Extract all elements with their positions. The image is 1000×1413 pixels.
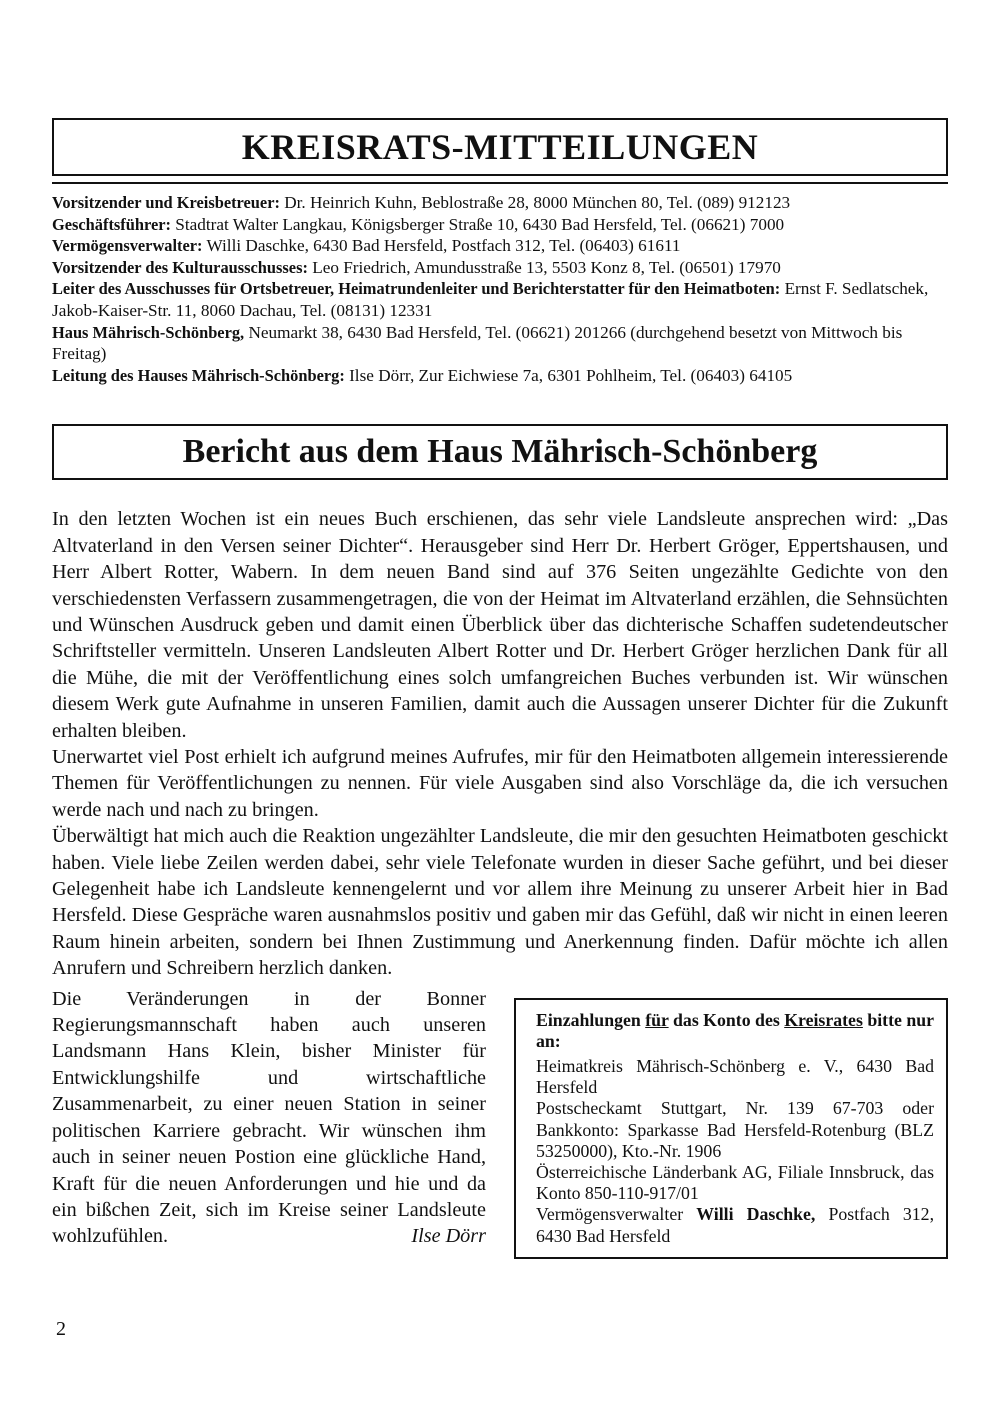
lower-section [52,986,948,1250]
page [52,118,948,1250]
contact-list [52,192,948,386]
box-heading: Einzahlungen für das Konto des Kreisrates bitte nur an: [536,1009,934,1051]
contact-entry: Geschäftsführer: Stadtrat Walter Langkau, Königsberger Straße 10, 6430 Bad Hersfeld, Tel. (06621) 7000 [52,214,785,234]
page-number: 2 [56,1318,66,1340]
contact-entry: Vorsitzender und Kreisbetreuer: Dr. Heinrich Kuhn, Beblostraße 28, 8000 München 80, Tel. (089) 912123 [52,193,791,212]
contact-entry: Haus Mährisch-Schönberg, Neumarkt 38, 6430 Bad Hersfeld, Tel. (06621) 201266 (durchgehend besetzt von Mittwoch bis Freitag) [52,322,903,364]
article-body [52,506,948,981]
paragraph: Unerwartet viel Post erhielt ich aufgrund meines Aufrufes, mir für den Heimatboten allgemein interessierende Themen für Veröffentlichungen zu nennen. Für viele Ausgaben sind also Vorschläge da, die ich versuchen werde nach und nach zu bringen. [52,746,948,821]
box-line: Heimatkreis Mährisch-Schönberg e. V., 6430 Bad Hersfeld [536,1056,934,1098]
account-info-box [514,998,948,1259]
box-line: Österreichische Länderbank AG, Filiale Innsbruck, das Konto 850-110-917/01 [536,1162,934,1204]
contact-entry: Leiter des Ausschusses für Ortsbetreuer, Heimatrundenleiter und Berichterstatter für den Heimatboten: Ernst F. Sedlatschek, Jakob-Kaiser-Str. 11, 8060 Dachau, Tel. (08131) 12331 [52,279,929,320]
section-title: KREISRATS-MITTEILUNGEN [241,127,759,167]
article-title-box [52,424,948,480]
contact-entry: Vermögensverwalter: Willi Daschke, 6430 Bad Hersfeld, Postfach 312, Tel. (06403) 61611 [52,236,681,256]
signature: Ilse Dörr [411,1225,486,1248]
contact-entry: Leitung des Hauses Mährisch-Schönberg: Ilse Dörr, Zur Eichwiese 7a, 6301 Pohlheim, Tel. (06403) 64105 [52,365,793,385]
paragraph: Die Veränderungen in der Bonner Regierungsmannschaft haben auch unseren Landsmann Hans Klein, bisher Minister für Entwicklungshilfe und wirtschaftliche Zusammenarbeit, zu einer neuen Station in seiner politischen Karriere gebracht. Wir wünschen ihm auch in seiner neuen Postion eine glückliche Hand, Kraft für die neuen Anforderungen und hie und da ein bißchen Zeit, sich im Kreise seiner Landsleute wohlzufühlen. Ilse Dörr [52,986,486,1250]
divider [52,182,948,184]
left-column [52,986,486,1250]
paragraph: In den letzten Wochen ist ein neues Buch erschienen, das sehr viele Landsleute ansprechen wird: „Das Altvaterland in den Versen seiner Dichter“. Herausgeber sind Herr Dr. Herbert Gröger, Eppertshausen, und Herr Albert Rotter, Wabern. In dem neuen Band sind auf 376 Seiten ungezählte Gedichte von den verschiedensten Verfassern zusammengetragen, die von der Heimat im Altvaterland erzählen, die Sehnsüchten und Wünschen Ausdruck geben und damit einen Überblick über das dichterische Schaffen sudetendeutscher Schriftsteller vermitteln. Unseren Landsleuten Albert Rotter und Dr. Herbert Gröger herzlichen Dank für all die Mühe, die mit der Veröffentlichung eines solch umfangreichen Buches verbunden ist. Wir wünschen diesem Werk gute Aufnahme in unseren Familien, damit auch die Aussagen unserer Dichter für die Zukunft erhalten bleiben. [52,508,948,742]
header-box [52,118,948,176]
box-line: Vermögensverwalter Willi Daschke, Postfach 312, 6430 Bad Hersfeld [536,1204,935,1246]
contact-entry: Vorsitzender des Kulturausschusses: Leo Friedrich, Amundusstraße 13, 5503 Konz 8, Tel. (06501) 17970 [52,257,781,277]
paragraph: Überwältigt hat mich auch die Reaktion ungezählter Landsleute, die mir den gesuchten Heimatboten geschickt haben. Viele liebe Zeilen werden dabei, sehr viele Telefonate wurden in dieser Sache geführt, und bei dieser Gelegenheit habe ich Landsleute kennengelernt und vor allem ihre Meinung zu unserer Arbeit hier in Bad Hersfeld. Diese Gespräche waren ausnahmslos positiv und gaben mir das Gefühl, daß wir nicht in einen leeren Raum hinein arbeiten, sondern bei Ihnen Zustimmung und Anerkennung finden. Dafür möchte ich allen Anrufern und Schreibern herzlich danken. [52,825,948,980]
article-title: Bericht aus dem Haus Mährisch-Schönberg [182,433,818,471]
box-line: Postscheckamt Stuttgart, Nr. 139 67-703 oder Bankkonto: Sparkasse Bad Hersfeld-Rotenburg (BLZ 53250000), Kto.-Nr. 1906 [536,1098,934,1161]
